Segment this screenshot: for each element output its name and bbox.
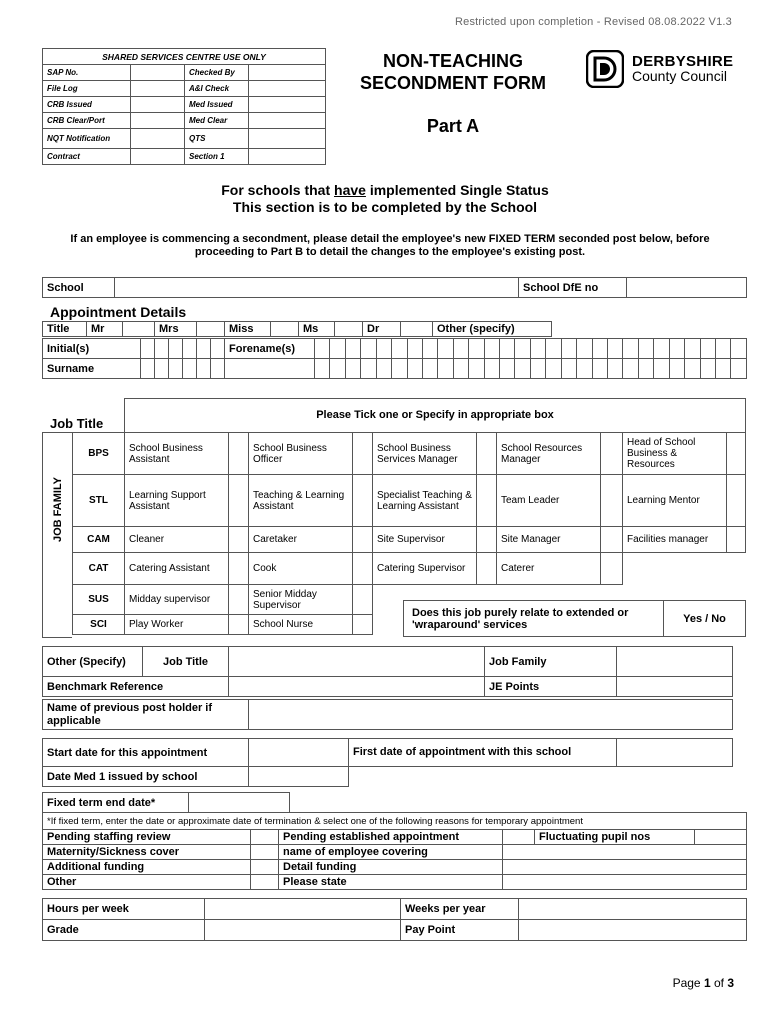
other-job-family-label: Job Family	[485, 647, 617, 677]
title-option-other[interactable]: Other (specify)	[433, 322, 552, 337]
office-label: CRB Clear/Port	[43, 113, 131, 129]
forename-char-box[interactable]	[469, 339, 484, 359]
office-label: QTS	[185, 129, 249, 149]
forename-char-box[interactable]	[345, 339, 360, 359]
logo-line2: County Council	[632, 68, 727, 84]
office-label: NQT Notification	[43, 129, 131, 149]
surname-char-box[interactable]	[530, 359, 545, 379]
title-tick[interactable]	[197, 322, 225, 337]
forename-label: Forename(s)	[225, 339, 315, 359]
surname-char-box[interactable]	[469, 359, 484, 379]
dfe-input[interactable]	[627, 278, 747, 298]
forename-char-box[interactable]	[592, 339, 607, 359]
job-tick[interactable]	[353, 527, 373, 553]
job-option: Team Leader	[497, 475, 601, 527]
office-field[interactable]	[131, 97, 185, 113]
surname-char-box[interactable]	[715, 359, 730, 379]
job-option: Caretaker	[249, 527, 353, 553]
job-code: SUS	[73, 585, 125, 615]
job-option: Midday supervisor	[125, 585, 229, 615]
surname-char-box[interactable]	[546, 359, 561, 379]
office-label: Med Issued	[185, 97, 249, 113]
job-tick[interactable]	[353, 585, 373, 615]
job-option: School Nurse	[249, 615, 353, 635]
office-label: A&I Check	[185, 81, 249, 97]
previous-holder-label: Name of previous post holder if applicable	[43, 700, 249, 730]
forename-char-box[interactable]	[700, 339, 715, 359]
revision-note: Restricted upon completion - Revised 08.08.2022 V1.3	[454, 16, 732, 28]
surname-char-box[interactable]	[669, 359, 684, 379]
reason-input[interactable]	[503, 845, 747, 860]
job-option: School Business Services Manager	[373, 433, 477, 475]
dates-table	[42, 738, 733, 787]
reason-tick[interactable]	[251, 860, 279, 875]
office-field[interactable]	[249, 129, 326, 149]
forename-char-box[interactable]	[546, 339, 561, 359]
reason-tick[interactable]	[503, 830, 535, 845]
job-option: Facilities manager	[623, 527, 727, 553]
title-option-ms[interactable]: Ms	[299, 322, 335, 337]
je-points-input[interactable]	[617, 677, 733, 697]
other-job-family-input[interactable]	[617, 647, 733, 677]
form-title-line2: SECONDMENT FORM	[360, 73, 546, 93]
start-date-input[interactable]	[249, 739, 349, 767]
previous-holder-table	[42, 699, 733, 730]
page-total: 3	[727, 976, 734, 990]
surname-char-box[interactable]	[685, 359, 700, 379]
surname-char-box[interactable]	[608, 359, 623, 379]
benchmark-input[interactable]	[229, 677, 485, 697]
job-tick[interactable]	[727, 527, 746, 553]
surname-char-box[interactable]	[422, 359, 437, 379]
surname-char-box[interactable]	[211, 359, 225, 379]
reason-tick[interactable]	[251, 845, 279, 860]
school-table	[42, 277, 747, 298]
forename-char-box[interactable]	[530, 339, 545, 359]
job-family-column	[42, 432, 72, 638]
pay-point-input[interactable]	[519, 920, 747, 941]
surname-char-box[interactable]	[376, 359, 391, 379]
reason-tick[interactable]	[251, 830, 279, 845]
office-label: Checked By	[185, 65, 249, 81]
job-tick[interactable]	[727, 475, 746, 527]
job-tick[interactable]	[229, 433, 249, 475]
initials-label: Initial(s)	[43, 339, 141, 359]
job-tick[interactable]	[477, 475, 497, 527]
je-points-label: JE Points	[485, 677, 617, 697]
reason-tick[interactable]	[695, 830, 747, 845]
hours-label: Hours per week	[43, 899, 205, 920]
forename-char-box[interactable]	[715, 339, 730, 359]
job-instruction: Please Tick one or Specify in appropriate box	[124, 398, 746, 432]
initial-char-box[interactable]	[183, 339, 197, 359]
forename-char-box[interactable]	[453, 339, 468, 359]
surname-char-box[interactable]	[315, 359, 330, 379]
forename-char-box[interactable]	[731, 339, 747, 359]
job-code: BPS	[73, 433, 125, 475]
extended-services-table	[403, 600, 746, 637]
reason-label: name of employee covering	[279, 845, 503, 860]
job-code: CAM	[73, 527, 125, 553]
job-option: School Business Officer	[249, 433, 353, 475]
extended-question: Does this job purely relate to extended or 'wraparound' services	[404, 601, 664, 637]
job-tick[interactable]	[353, 553, 373, 585]
forename-char-box[interactable]	[638, 339, 653, 359]
page-number	[673, 976, 734, 990]
job-tick[interactable]	[229, 585, 249, 615]
part-label: Part A	[426, 116, 480, 136]
office-use-header: SHARED SERVICES CENTRE USE ONLY	[43, 49, 326, 65]
surname-char-box[interactable]	[330, 359, 345, 379]
name-grid	[42, 338, 747, 379]
title-option-mr[interactable]: Mr	[87, 322, 123, 337]
surname-char-box[interactable]	[623, 359, 638, 379]
reason-label: Please state	[279, 875, 503, 890]
surname-char-box[interactable]	[141, 359, 155, 379]
hours-table	[42, 898, 747, 941]
office-field[interactable]	[131, 113, 185, 129]
job-tick[interactable]	[229, 553, 249, 585]
surname-char-box[interactable]	[197, 359, 211, 379]
job-option: Catering Supervisor	[373, 553, 477, 585]
subtitle	[0, 182, 770, 216]
forename-char-box[interactable]	[608, 339, 623, 359]
job-tick[interactable]	[353, 615, 373, 635]
reason-input[interactable]	[503, 860, 747, 875]
surname-char-box[interactable]	[453, 359, 468, 379]
surname-char-box[interactable]	[183, 359, 197, 379]
grade-input[interactable]	[205, 920, 401, 941]
fixed-term-input[interactable]	[189, 793, 290, 813]
other-job-table	[42, 646, 733, 697]
appointment-heading: Appointment Details	[50, 304, 187, 320]
dfe-label: School DfE no	[519, 278, 627, 298]
job-option: Learning Mentor	[623, 475, 727, 527]
benchmark-label: Benchmark Reference	[43, 677, 229, 697]
title-row	[42, 321, 552, 337]
office-label: SAP No.	[43, 65, 131, 81]
forename-char-box[interactable]	[484, 339, 499, 359]
derbyshire-logo-icon	[586, 50, 624, 88]
reason-label: Pending established appointment	[279, 830, 503, 845]
council-logo	[586, 50, 733, 88]
forename-char-box[interactable]	[654, 339, 669, 359]
office-label: File Log	[43, 81, 131, 97]
forename-char-box[interactable]	[685, 339, 700, 359]
office-field[interactable]	[131, 65, 185, 81]
subtitle-underlined: have	[334, 182, 366, 198]
surname-char-box[interactable]	[438, 359, 453, 379]
form-title-line1: NON-TEACHING	[383, 51, 523, 71]
job-tick[interactable]	[601, 527, 623, 553]
surname-char-box[interactable]	[169, 359, 183, 379]
job-option: Cleaner	[125, 527, 229, 553]
other-job-title-label: Job Title	[143, 647, 229, 677]
job-title-heading: Job Title	[50, 416, 104, 431]
forename-char-box[interactable]	[315, 339, 330, 359]
page-current: 1	[703, 976, 711, 990]
reason-label: Fluctuating pupil nos	[535, 830, 695, 845]
surname-char-box[interactable]	[700, 359, 715, 379]
office-label: CRB Issued	[43, 97, 131, 113]
job-option: Senior Midday Supervisor	[249, 585, 353, 615]
fixed-term-label: Fixed term end date*	[43, 793, 189, 813]
forename-char-box[interactable]	[669, 339, 684, 359]
surname-char-box[interactable]	[577, 359, 592, 379]
surname-char-box[interactable]	[345, 359, 360, 379]
forename-char-box[interactable]	[623, 339, 638, 359]
title-option-miss[interactable]: Miss	[225, 322, 271, 337]
office-field[interactable]	[131, 81, 185, 97]
forename-char-box[interactable]	[407, 339, 422, 359]
grade-label: Grade	[43, 920, 205, 941]
office-field[interactable]	[131, 149, 185, 165]
job-option: Cook	[249, 553, 353, 585]
office-field[interactable]	[249, 149, 326, 165]
title-tick[interactable]	[123, 322, 155, 337]
initial-char-box[interactable]	[211, 339, 225, 359]
title-tick[interactable]	[335, 322, 363, 337]
weeks-label: Weeks per year	[401, 899, 519, 920]
school-label: School	[43, 278, 115, 298]
forename-char-box[interactable]	[561, 339, 576, 359]
forename-char-box[interactable]	[361, 339, 376, 359]
forename-char-box[interactable]	[376, 339, 391, 359]
job-option: Teaching & Learning Assistant	[249, 475, 353, 527]
logo-line1: DERBYSHIRE	[632, 53, 734, 70]
subtitle-line2: This section is to be completed by the School	[232, 199, 538, 215]
job-option: School Business Assistant	[125, 433, 229, 475]
blank-cell	[349, 767, 733, 787]
initial-char-box[interactable]	[197, 339, 211, 359]
job-tick[interactable]	[477, 553, 497, 585]
instruction-text: If an employee is commencing a secondment, please detail the employee's new FIXED TERM seconded post below, before proceeding to Part B to detail the changes to the employee's existing post.	[70, 233, 710, 258]
med1-input[interactable]	[249, 767, 349, 787]
initial-char-box[interactable]	[141, 339, 155, 359]
job-tick[interactable]	[601, 475, 623, 527]
job-tick[interactable]	[229, 475, 249, 527]
other-job-title-input[interactable]	[229, 647, 485, 677]
job-option: Specialist Teaching & Learning Assistant	[373, 475, 477, 527]
previous-holder-input[interactable]	[249, 700, 733, 730]
school-input[interactable]	[115, 278, 519, 298]
office-label: Med Clear	[185, 113, 249, 129]
forename-char-box[interactable]	[515, 339, 530, 359]
job-option: Learning Support Assistant	[125, 475, 229, 527]
surname-char-box[interactable]	[225, 359, 315, 379]
surname-char-box[interactable]	[500, 359, 515, 379]
job-tick[interactable]	[477, 433, 497, 475]
forename-char-box[interactable]	[330, 339, 345, 359]
initial-char-box[interactable]	[169, 339, 183, 359]
job-option: Site Manager	[497, 527, 601, 553]
forename-char-box[interactable]	[577, 339, 592, 359]
job-option: Head of School Business & Resources	[623, 433, 727, 475]
reason-label: Pending staffing review	[43, 830, 251, 845]
office-label: Section 1	[185, 149, 249, 165]
forename-char-box[interactable]	[392, 339, 407, 359]
surname-label: Surname	[43, 359, 141, 379]
hours-input[interactable]	[205, 899, 401, 920]
reasons-table	[42, 812, 747, 890]
weeks-input[interactable]	[519, 899, 747, 920]
surname-char-box[interactable]	[592, 359, 607, 379]
reason-label: Additional funding	[43, 860, 251, 875]
title-tick[interactable]	[401, 322, 433, 337]
surname-char-box[interactable]	[392, 359, 407, 379]
job-tick[interactable]	[727, 433, 746, 475]
pay-point-label: Pay Point	[401, 920, 519, 941]
surname-char-box[interactable]	[407, 359, 422, 379]
start-date-label: Start date for this appointment	[43, 739, 249, 767]
other-specify-label: Other (Specify)	[43, 647, 143, 677]
reason-label: Detail funding	[279, 860, 503, 875]
extended-answer[interactable]: Yes / No	[664, 601, 746, 637]
med1-label: Date Med 1 issued by school	[43, 767, 249, 787]
job-tick[interactable]	[477, 527, 497, 553]
surname-char-box[interactable]	[561, 359, 576, 379]
job-tick[interactable]	[601, 433, 623, 475]
surname-char-box[interactable]	[361, 359, 376, 379]
job-option: Site Supervisor	[373, 527, 477, 553]
first-date-label: First date of appointment with this school	[349, 739, 617, 767]
job-option: Catering Assistant	[125, 553, 229, 585]
blank-cell	[623, 553, 746, 585]
job-option: School Resources Manager	[497, 433, 601, 475]
job-tick[interactable]	[353, 433, 373, 475]
job-tick[interactable]	[229, 527, 249, 553]
fixed-term-note: *If fixed term, enter the date or approximate date of termination & select one of the following reasons for temporary appointment	[43, 813, 747, 830]
office-field[interactable]	[131, 129, 185, 149]
title-tick[interactable]	[271, 322, 299, 337]
office-field[interactable]	[249, 65, 326, 81]
page-prefix: Page	[672, 976, 704, 990]
job-option: Caterer	[497, 553, 601, 585]
first-date-input[interactable]	[617, 739, 733, 767]
fixed-term-table	[42, 792, 290, 813]
job-tick[interactable]	[601, 553, 623, 585]
surname-char-box[interactable]	[731, 359, 747, 379]
job-family-label: JOB FAMILY	[52, 477, 64, 542]
job-tick[interactable]	[229, 615, 249, 635]
job-code: STL	[73, 475, 125, 527]
surname-char-box[interactable]	[654, 359, 669, 379]
office-use-table	[42, 48, 326, 165]
forename-char-box[interactable]	[500, 339, 515, 359]
job-tick[interactable]	[353, 475, 373, 527]
title-label: Title	[43, 322, 87, 337]
initial-char-box[interactable]	[155, 339, 169, 359]
subtitle-pre: For schools that	[221, 182, 335, 198]
job-option: Play Worker	[125, 615, 229, 635]
page-mid: of	[710, 976, 728, 990]
forename-char-box[interactable]	[438, 339, 453, 359]
title-option-mrs[interactable]: Mrs	[155, 322, 197, 337]
office-field[interactable]	[249, 113, 326, 129]
surname-char-box[interactable]	[638, 359, 653, 379]
surname-char-box[interactable]	[484, 359, 499, 379]
surname-char-box[interactable]	[155, 359, 169, 379]
subtitle-post: implemented Single Status	[365, 182, 549, 198]
surname-char-box[interactable]	[515, 359, 530, 379]
forename-char-box[interactable]	[422, 339, 437, 359]
reason-label: Maternity/Sickness cover	[43, 845, 251, 860]
reason-input[interactable]	[503, 875, 747, 890]
job-code: SCI	[73, 615, 125, 635]
job-code: CAT	[73, 553, 125, 585]
title-option-dr[interactable]: Dr	[363, 322, 401, 337]
office-field[interactable]	[249, 81, 326, 97]
office-field[interactable]	[249, 97, 326, 113]
reason-label: Other	[43, 875, 251, 890]
office-label: Contract	[43, 149, 131, 165]
reason-tick[interactable]	[251, 875, 279, 890]
form-title	[338, 50, 568, 94]
